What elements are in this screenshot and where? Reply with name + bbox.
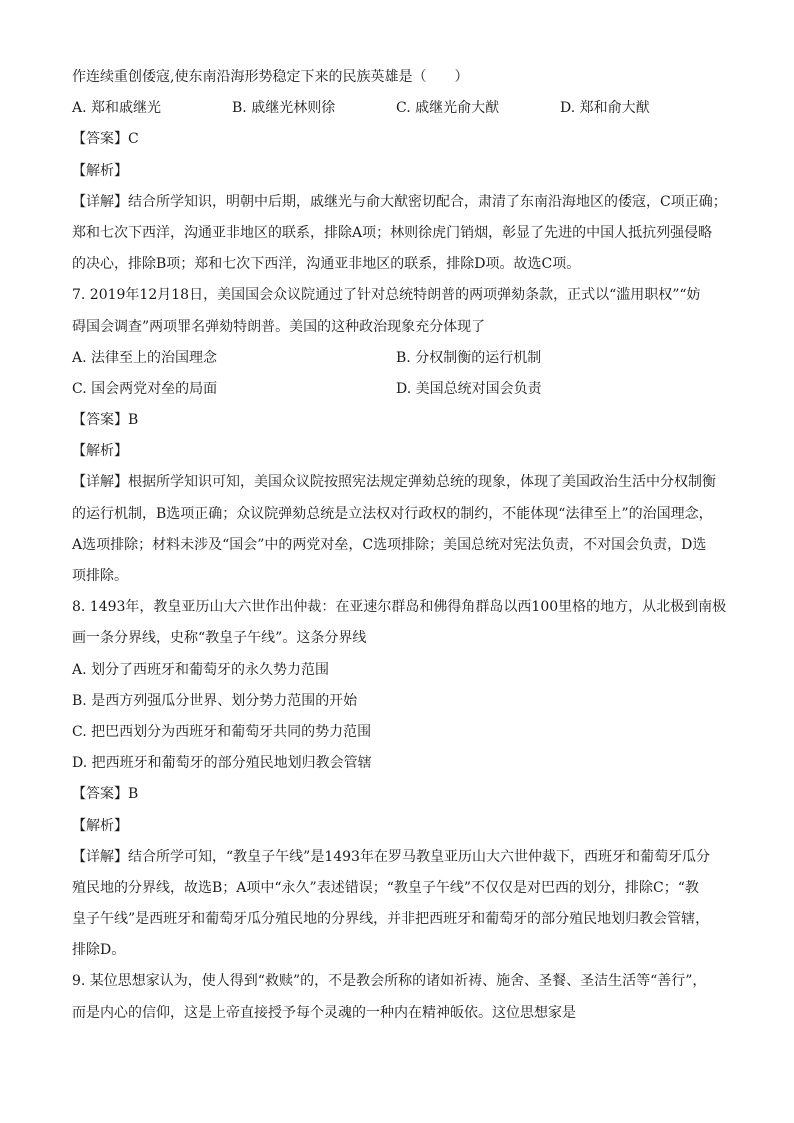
q7-option-b: B. 分权制衡的运行机制 (396, 349, 542, 366)
exam-page (72, 62, 727, 1029)
q6-option-a: A. 郑和戚继光 (72, 100, 162, 117)
q6-detail-line: 的决心，排除B项；郑和七次下西洋，沟通亚非地区的联系，排除D项。故选C项。 (72, 256, 581, 273)
q9-stem-line: 而是内心的信仰，这是上帝直接授予每个灵魂的一种内在精神皈依。这位思想家是 (72, 1004, 576, 1021)
q6-analysis-label: 【解析】 (72, 162, 128, 179)
q8-option-a: A. 划分了西班牙和葡萄牙的永久势力范围 (72, 661, 330, 678)
q8-option-d: D. 把西班牙和葡萄牙的部分殖民地划归教会管辖 (72, 755, 372, 772)
q6-stem-tail: 作连续重创倭寇,使东南沿海形势稳定下来的民族英雄是（ ） (72, 69, 469, 85)
q7-options-row (72, 343, 722, 374)
q7-analysis-label: 【解析】 (72, 443, 128, 460)
q7-answer: 【答案】B (72, 412, 139, 429)
q8-detail-line: 排除D。 (72, 942, 126, 959)
q7-detail-line: A选项排除；材料未涉及“国会”中的两党对垒，C选项排除；美国总统对宪法负责，不对国会负责，D选 (72, 536, 707, 553)
q6-detail-line: 【详解】结合所学知识，明朝中后期，戚继光与俞大猷密切配合，肃清了东南沿海地区的倭寇，C项正确； (72, 193, 727, 210)
q9-stem-line: 9. 某位思想家认为，使人得到“救赎”的，不是教会所称的诸如祈祷、施舍、圣餐、圣洁生活等“善行”， (72, 973, 707, 990)
q8-stem-line: 画一条分界线，史称“教皇子午线”。这条分界线 (72, 630, 367, 647)
q8-stem-line: 8. 1493年，教皇亚历山大六世作出仲裁：在亚速尔群岛和佛得角群岛以西100里格的地方，从北极到南极 (72, 599, 727, 616)
q6-options (72, 93, 722, 124)
q6-option-d: D. 郑和俞大猷 (560, 100, 650, 117)
q7-stem-line: 碍国会调查”两项罪名弹劾特朗普。美国的这种政治现象充分体现了 (72, 318, 486, 335)
q6-detail-line: 郑和七次下西洋，沟通亚非地区的联系，排除A项；林则徐虎门销烟，彰显了先进的中国人抵抗列强侵略 (72, 224, 713, 241)
q7-detail-line: 【详解】根据所学知识可知，美国众议院按照宪法规定弹劾总统的现象，体现了美国政治生活中分权制衡 (72, 474, 716, 491)
q8-option-b: B. 是西方列强瓜分世界、划分势力范围的开始 (72, 692, 358, 709)
q7-option-c: C. 国会两党对垒的局面 (72, 380, 218, 397)
q7-option-a: A. 法律至上的治国理念 (72, 349, 218, 366)
q6-option-b: B. 戚继光林则徐 (232, 100, 336, 117)
q6-option-c: C. 戚继光俞大猷 (396, 100, 500, 117)
q7-stem-line: 7. 2019年12月18日，美国国会众议院通过了针对总统特朗普的两项弹劾条款，正式以“滥用职权”“妨 (72, 287, 701, 304)
q8-detail-line: 殖民地的分界线，故选B；A项中“永久”表述错误；“教皇子午线”不仅仅是对巴西的划分，排除C；“教 (72, 879, 699, 896)
q7-detail-line: 的运行机制，B选项正确；众议院弹劾总统是立法权对行政权的制约，不能体现“法律至上”的治国理念， (72, 505, 713, 522)
q8-answer: 【答案】B (72, 786, 139, 803)
q8-detail-line: 皇子午线”是西班牙和葡萄牙瓜分殖民地的分界线，并非把西班牙和葡萄牙的部分殖民地划归教会管辖， (72, 911, 710, 928)
q8-analysis-label: 【解析】 (72, 817, 128, 834)
q8-detail-line: 【详解】结合所学可知，“教皇子午线”是1493年在罗马教皇亚历山大六世仲裁下，西班牙和葡萄牙瓜分 (72, 848, 710, 865)
q6-answer: 【答案】C (72, 131, 139, 148)
q7-option-d: D. 美国总统对国会负责 (396, 380, 542, 397)
q7-options-row (72, 374, 722, 405)
q7-detail-line: 项排除。 (72, 568, 128, 584)
q8-option-c: C. 把巴西划分为西班牙和葡萄牙共同的势力范围 (72, 723, 372, 740)
